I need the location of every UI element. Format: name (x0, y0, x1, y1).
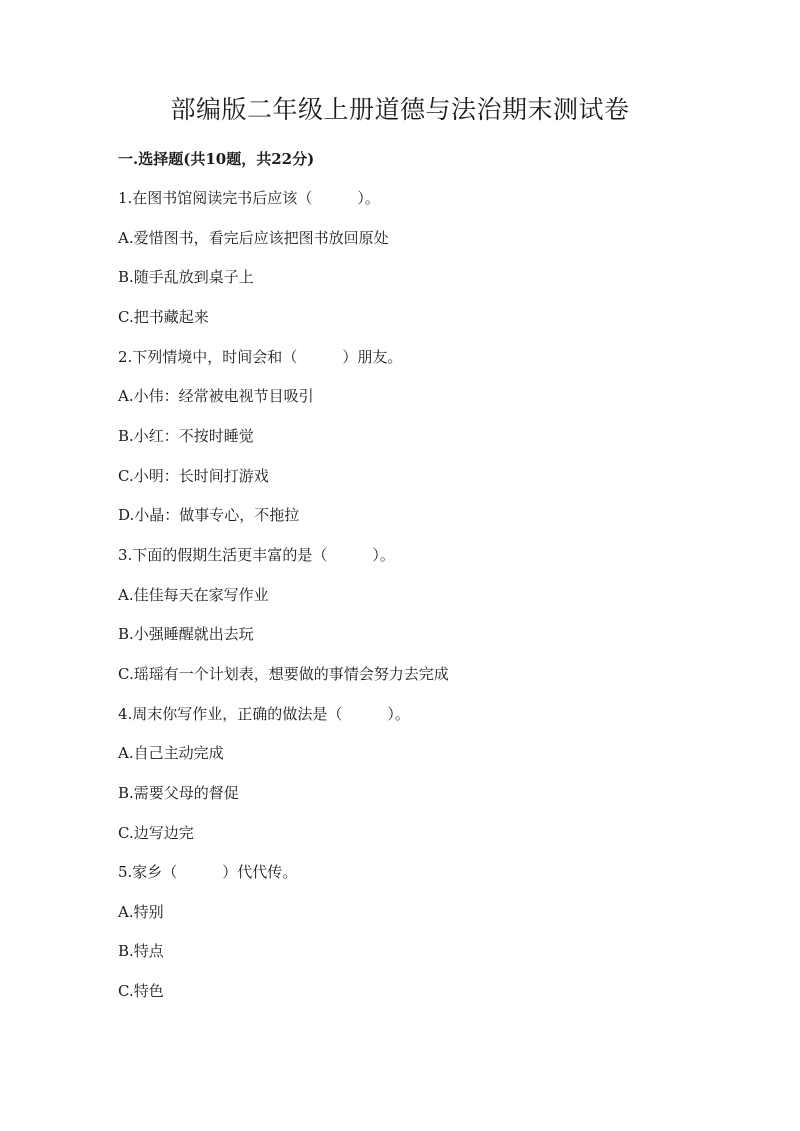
section-heading: 一.选择题(共10题，共22分) (118, 150, 315, 168)
question-stem: 3.下面的假期生活更丰富的是（ ）。 (118, 546, 395, 564)
question-option: C.把书藏起来 (118, 308, 209, 326)
question-option: C.边写边完 (118, 824, 194, 842)
question-option: B.随手乱放到桌子上 (118, 268, 254, 286)
question-option: A.爱惜图书，看完后应该把图书放回原处 (118, 229, 389, 247)
question-stem: 5.家乡（ ）代代传。 (118, 863, 298, 881)
question-option: A.特别 (118, 903, 164, 921)
question-option: C.特色 (118, 982, 164, 1000)
question-option: B.小强睡醒就出去玩 (118, 625, 254, 643)
question-option: D.小晶：做事专心，不拖拉 (118, 506, 300, 524)
question-option: A.小伟：经常被电视节目吸引 (118, 387, 314, 405)
question-stem: 1.在图书馆阅读完书后应该（ ）。 (118, 189, 380, 207)
page-title: 部编版二年级上册道德与法治期末测试卷 (170, 95, 630, 124)
question-option: C.瑶瑶有一个计划表，想要做的事情会努力去完成 (118, 665, 449, 683)
question-option: B.小红：不按时睡觉 (118, 427, 254, 445)
question-option: A.自己主动完成 (118, 744, 224, 762)
question-option: B.特点 (118, 942, 164, 960)
question-option: A.佳佳每天在家写作业 (118, 586, 269, 604)
question-option: B.需要父母的督促 (118, 784, 239, 802)
question-option: C.小明：长时间打游戏 (118, 467, 269, 485)
question-stem: 2.下列情境中，时间会和（ ）朋友。 (118, 348, 403, 366)
question-stem: 4.周末你写作业，正确的做法是（ ）。 (118, 705, 410, 723)
